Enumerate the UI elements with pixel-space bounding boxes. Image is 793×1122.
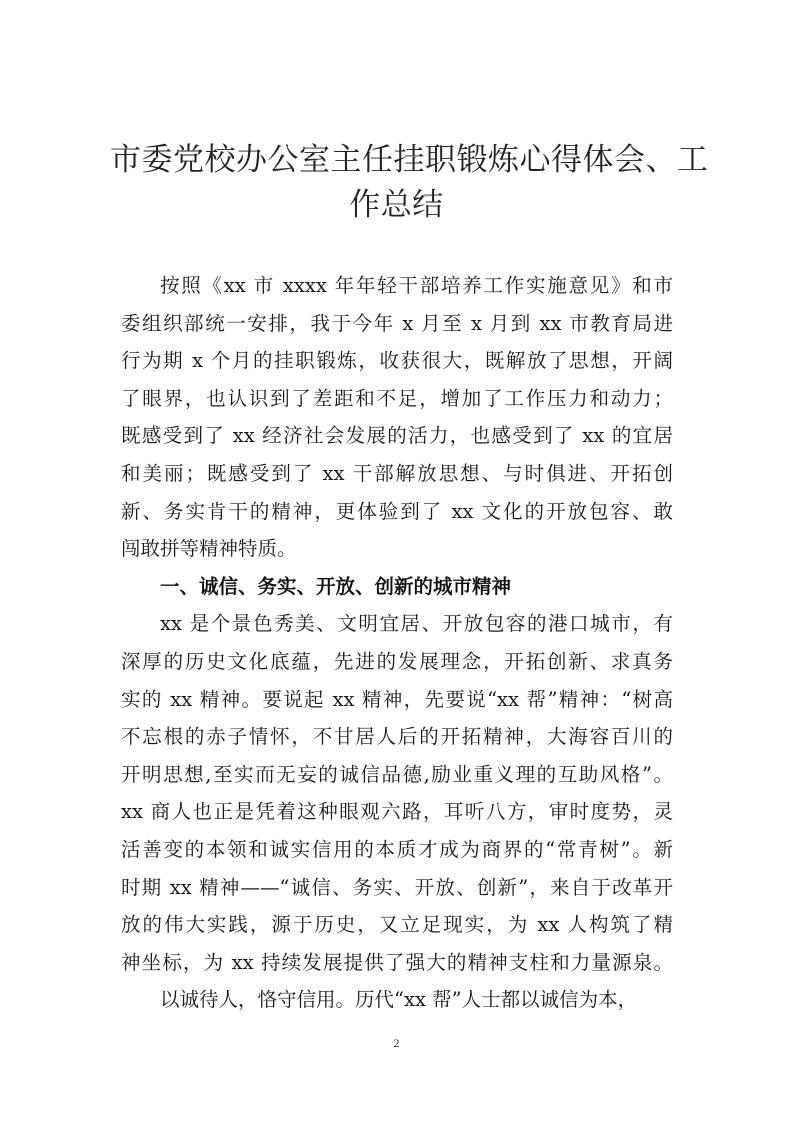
section-heading-text: 一、诚信、务实、开放、创新的城市精神 — [160, 574, 512, 598]
document-title — [110, 138, 709, 228]
paragraph-line: 不忘根的赤子情怀，不甘居人后的开拓精神，大海容百川的 — [121, 725, 673, 749]
paragraph-line: 行为期 x 个月的挂职锻炼，收获很大，既解放了思想，开阔 — [121, 349, 673, 373]
paragraph-line: xx 是个景色秀美、文明宜居、开放包容的港口城市，有 — [160, 612, 673, 636]
intro-paragraph — [121, 267, 673, 568]
paragraph-line: xx 商人也正是凭着这种眼观六路，耳听八方，审时度势，灵 — [121, 800, 673, 824]
page-number: 2 — [393, 1036, 400, 1050]
paragraph-line: 闯敢拼等精神特质。 — [121, 537, 297, 561]
paragraph-line: 时期 xx 精神——“诚信、务实、开放、创新”，来自于改革开 — [121, 875, 673, 899]
paragraph-line: 神坐标，为 xx 持续发展提供了强大的精神支柱和力量源泉。 — [121, 950, 673, 974]
paragraph-line: 实的 xx 精神。要说起 xx 精神，先要说“xx 帮”精神：“树高 — [121, 687, 673, 711]
integrity-paragraph — [121, 981, 673, 1019]
paragraph-line: 和美丽；既感受到了 xx 干部解放思想、与时俱进、开拓创 — [121, 461, 673, 485]
paragraph-line: 按照《xx 市 xxxx 年年轻干部培养工作实施意见》和市 — [160, 274, 673, 297]
document-body — [121, 267, 673, 1019]
paragraph-line: 活善变的本领和诚实信用的本质才成为商界的“常青树”。新 — [121, 837, 673, 861]
paragraph-line: 放的伟大实践，源于历史，又立足现实，为 xx 人构筑了精 — [121, 913, 673, 937]
paragraph-line: 委组织部统一安排，我于今年 x 月至 x 月到 xx 市教育局进 — [121, 311, 673, 335]
title-line-2: 作总结 — [349, 187, 444, 223]
paragraph-line: 既感受到了 xx 经济社会发展的活力，也感受到了 xx 的宜居 — [121, 424, 673, 448]
paragraph-line: 开明思想,至实而无妄的诚信品德,励业重义理的互助风格”。 — [121, 762, 673, 786]
city-spirit-paragraph — [121, 605, 673, 981]
title-line-1: 市委党校办公室主任挂职锻炼心得体会、工 — [110, 142, 709, 178]
paragraph-line: 新、务实肯干的精神，更体验到了 xx 文化的开放包容、敢 — [121, 499, 673, 523]
section-heading — [121, 568, 673, 606]
paragraph-line: 了眼界，也认识到了差距和不足，增加了工作压力和动力； — [121, 386, 673, 410]
paragraph-line: 深厚的历史文化底蕴，先进的发展理念，开拓创新、求真务 — [121, 649, 673, 673]
paragraph-line: 以诚待人，恪守信用。历代“xx 帮”人士都以诚信为本， — [160, 988, 638, 1012]
